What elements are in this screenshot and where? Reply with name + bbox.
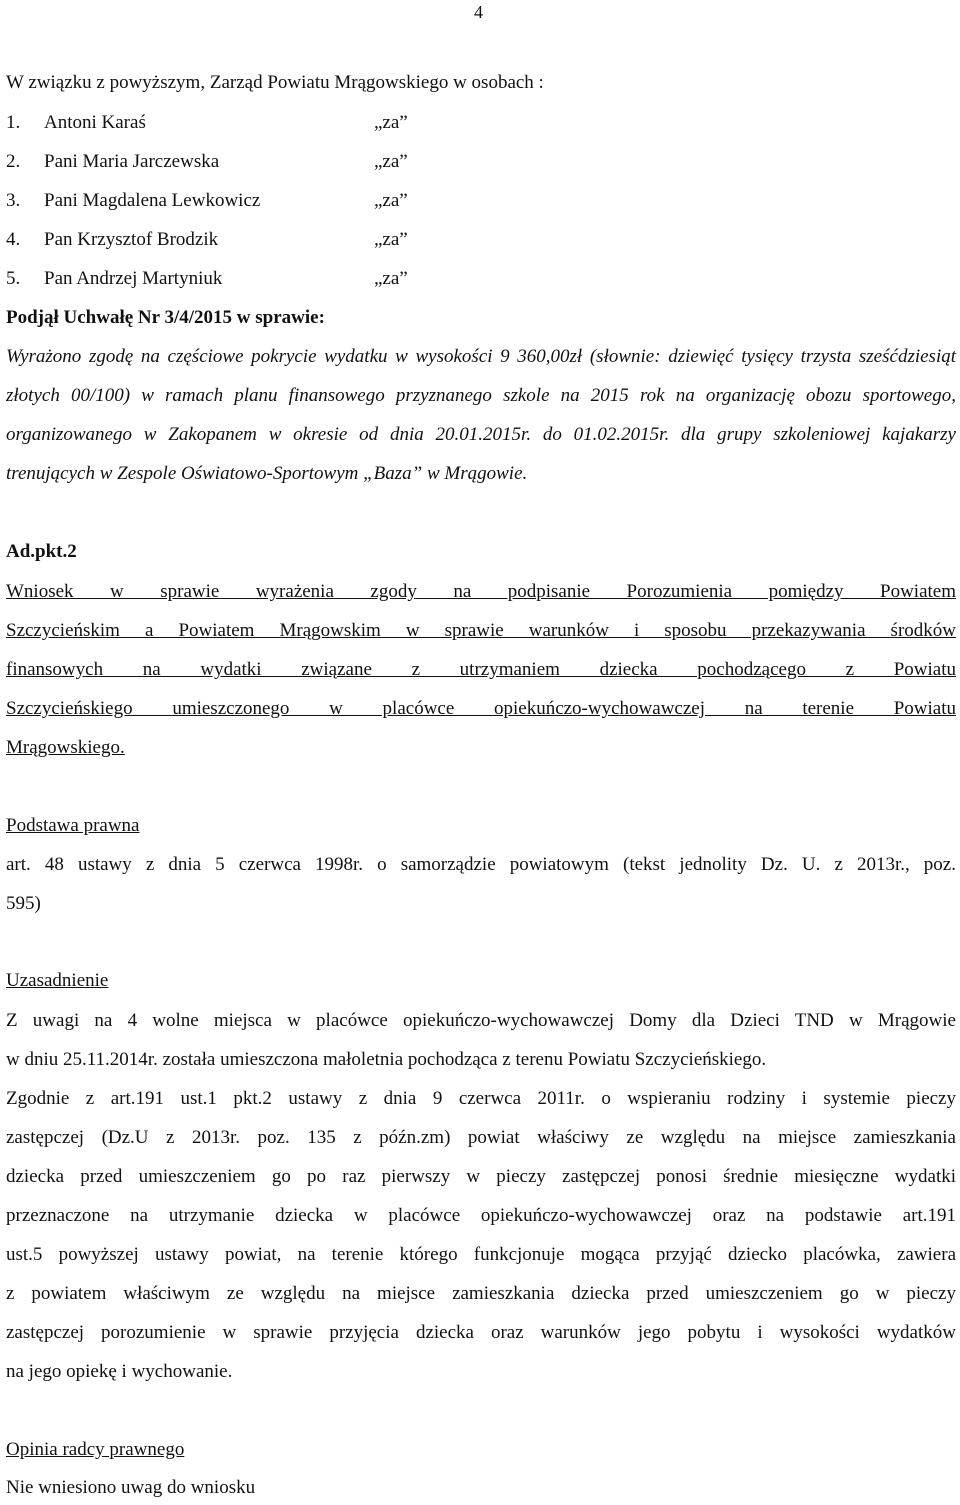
vote-number: 2. [6, 151, 21, 172]
legal-opinion-heading: Opinia radcy prawnego [6, 1439, 185, 1460]
vote-number: 1. [6, 112, 21, 133]
vote-number: 3. [6, 190, 21, 211]
vote-member-name: Pani Maria Jarczewska [44, 151, 220, 172]
vote-item [6, 151, 408, 173]
legal-opinion-text: Nie wniesiono uwag do wniosku [6, 1477, 256, 1498]
justification-line: ust.5 powyższej ustawy powiat, na terenie którego funkcjonuje mogąca przyjąć dziecko placówka, zawiera [6, 1244, 956, 1265]
justification-line: Z uwagi na 4 wolne miejsca w placówce opiekuńczo-wychowawczej Domy dla Dzieci TND w Mrągowie [6, 1010, 956, 1031]
intro-text: W związku z powyższym, Zarząd Powiatu Mrągowskiego w osobach : [6, 72, 544, 93]
vote-value: „za” [374, 151, 408, 172]
vote-item [6, 268, 408, 290]
justification-line: dziecka przed umieszczeniem go po raz pierwszy w pieczy zastępczej ponosi średnie miesięczne wydatki [6, 1166, 956, 1187]
resolution-line: złotych 00/100) w ramach planu finansowego przyznanego szkole na 2015 rok na organizację obozu sportowego, [6, 385, 956, 406]
justification-heading: Uzasadnienie [6, 970, 109, 991]
vote-value: „za” [374, 268, 408, 289]
justification-line: zastępczej porozumienie w sprawie przyjęcia dziecka oraz warunków jego pobytu i wysokości wydatków [6, 1322, 956, 1343]
motion-line: Szczycieńskim a Powiatem Mrągowskim w sprawie warunków i sposobu przekazywania środków [6, 620, 956, 641]
vote-member-name: Pan Andrzej Martyniuk [44, 268, 223, 289]
resolution-line: trenujących w Zespole Oświatowo-Sportowym „Baza” w Mrągowie. [6, 463, 528, 484]
vote-value: „za” [374, 190, 408, 211]
legal-basis-heading: Podstawa prawna [6, 815, 140, 836]
vote-item [6, 190, 408, 212]
motion-line: Mrągowskiego. [6, 737, 125, 758]
vote-number: 5. [6, 268, 21, 289]
motion-line: Wniosek w sprawie wyrażenia zgody na podpisanie Porozumienia pomiędzy Powiatem [6, 581, 956, 602]
resolution-line: organizowanego w Zakopanem w okresie od dnia 20.01.2015r. do 01.02.2015r. dla grupy szkoleniowej kajakarzy [6, 424, 956, 445]
resolution-line: Wyrażono zgodę na częściowe pokrycie wydatku w wysokości 9 360,00zł (słownie: dziewięć tysięcy trzysta sześćdziesiąt [6, 346, 956, 367]
justification-line: na jego opiekę i wychowanie. [6, 1361, 233, 1382]
justification-line: przeznaczone na utrzymanie dziecka w placówce opiekuńczo-wychowawczej oraz na podstawie art.191 [6, 1205, 956, 1226]
motion-line: finansowych na wydatki związane z utrzymaniem dziecka pochodzącego z Powiatu [6, 659, 956, 680]
vote-value: „za” [374, 112, 408, 133]
vote-member-name: Antoni Karaś [44, 112, 146, 133]
justification-line: zastępczej (Dz.U z 2013r. poz. 135 z późn.zm) powiat właściwy ze względu na miejsce zamieszkania [6, 1127, 956, 1148]
vote-member-name: Pan Krzysztof Brodzik [44, 229, 219, 250]
motion-line: Szczycieńskiego umieszczonego w placówce opiekuńczo-wychowawczej na terenie Powiatu [6, 698, 956, 719]
vote-number: 4. [6, 229, 21, 250]
vote-item [6, 112, 408, 134]
justification-line: Zgodnie z art.191 ust.1 pkt.2 ustawy z dnia 9 czerwca 2011r. o wspieraniu rodziny i systemie pieczy [6, 1088, 956, 1109]
legal-basis-line: art. 48 ustawy z dnia 5 czerwca 1998r. o samorządzie powiatowym (tekst jednolity Dz. U. z 2013r., poz. [6, 854, 956, 875]
resolution-heading: Podjął Uchwałę Nr 3/4/2015 w sprawie: [6, 307, 325, 328]
justification-line: z powiatem właściwym ze względu na miejsce zamieszkania dziecka przed umieszczeniem go w pieczy [6, 1283, 956, 1304]
vote-member-name: Pani Magdalena Lewkowicz [44, 190, 261, 211]
vote-item [6, 229, 408, 251]
agenda-item-label: Ad.pkt.2 [6, 541, 77, 562]
legal-basis-line: 595) [6, 893, 41, 914]
page-number: 4 [474, 2, 483, 22]
vote-value: „za” [374, 229, 408, 250]
justification-line: w dniu 25.11.2014r. została umieszczona małoletnia pochodząca z terenu Powiatu Szczycieńskiego. [6, 1049, 767, 1070]
